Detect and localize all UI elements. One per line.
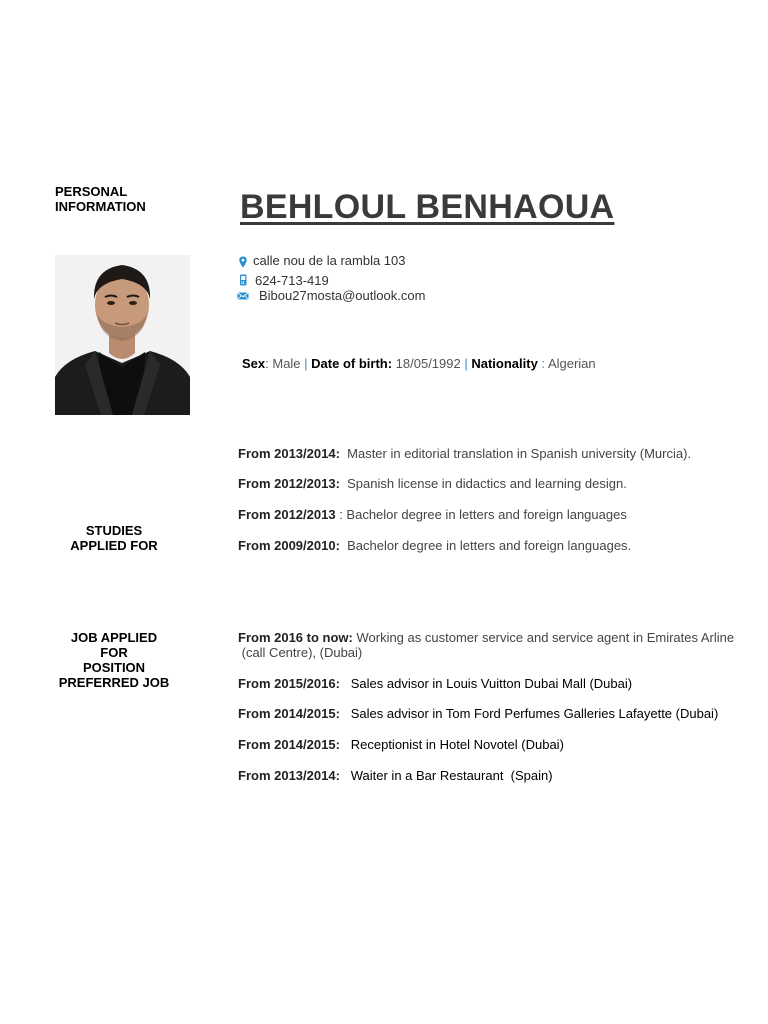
profile-photo [55, 255, 190, 415]
job-period: From 2014/2015: [238, 706, 340, 721]
dob-label: Date of birth: [311, 356, 393, 371]
study-item [238, 446, 691, 461]
job-item [238, 630, 734, 645]
job-period: From 2014/2015: [238, 737, 340, 752]
job-text: Sales advisor in Tom Ford Perfumes Galleries Lafayette (Dubai) [339, 706, 719, 721]
sex-label: Sex [242, 356, 266, 371]
study-text: : Bachelor degree in letters and foreign languages [335, 507, 627, 522]
study-period: From 2012/2013: [238, 476, 340, 491]
job-text: Receptionist in Hotel Novotel (Dubai) [339, 737, 564, 752]
job-text: Sales advisor in Louis Vuitton Dubai Mall (Dubai) [339, 676, 633, 691]
address-text: calle nou de la rambla 103 [253, 253, 406, 268]
job-period: From 2016 to now: [238, 630, 353, 645]
study-period: From 2012/2013 [238, 507, 336, 522]
phone-icon [237, 274, 249, 286]
email-text[interactable]: Bibou27mosta@outlook.com [259, 288, 426, 303]
personal-details [242, 356, 596, 371]
job-text: (call Centre), (Dubai) [238, 645, 363, 660]
study-text: Spanish license in didactics and learning design. [339, 476, 627, 491]
study-text: Master in editorial translation in Spanish university (Murcia). [339, 446, 692, 461]
study-period: From 2013/2014: [238, 446, 340, 461]
job-item [238, 737, 564, 752]
job-text: Working as customer service and service agent in Emirates Arline [352, 630, 735, 645]
email-icon [237, 290, 249, 302]
job-item [238, 676, 632, 691]
dob-value: 18/05/1992 [392, 356, 461, 371]
study-item [238, 476, 627, 491]
phone-text: 624-713-419 [255, 273, 329, 288]
separator: | [300, 356, 312, 371]
job-item [238, 706, 718, 721]
contact-address [237, 253, 406, 268]
job-period: From 2015/2016: [238, 676, 340, 691]
personal-information-label: PERSONAL INFORMATION [55, 184, 146, 214]
candidate-name: BEHLOUL BENHAOUA [240, 188, 615, 226]
contact-phone [237, 273, 329, 288]
separator: | [460, 356, 472, 371]
job-item-continued [238, 645, 362, 660]
job-period: From 2013/2014: [238, 768, 340, 783]
job-item [238, 768, 553, 783]
study-item [238, 507, 627, 522]
job-text: Waiter in a Bar Restaurant (Spain) [339, 768, 553, 783]
study-text: Bachelor degree in letters and foreign languages. [339, 538, 632, 553]
study-item [238, 538, 631, 553]
nationality-label: Nationality [471, 356, 538, 371]
sex-value: : Male [265, 356, 301, 371]
location-pin-icon [237, 256, 249, 268]
study-period: From 2009/2010: [238, 538, 340, 553]
contact-email [237, 288, 425, 303]
studies-label: STUDIES APPLIED FOR [70, 523, 158, 553]
nationality-value: Algerian [545, 356, 596, 371]
job-label: JOB APPLIED FOR POSITION PREFERRED JOB [58, 630, 170, 690]
nationality-colon: : [537, 356, 546, 371]
